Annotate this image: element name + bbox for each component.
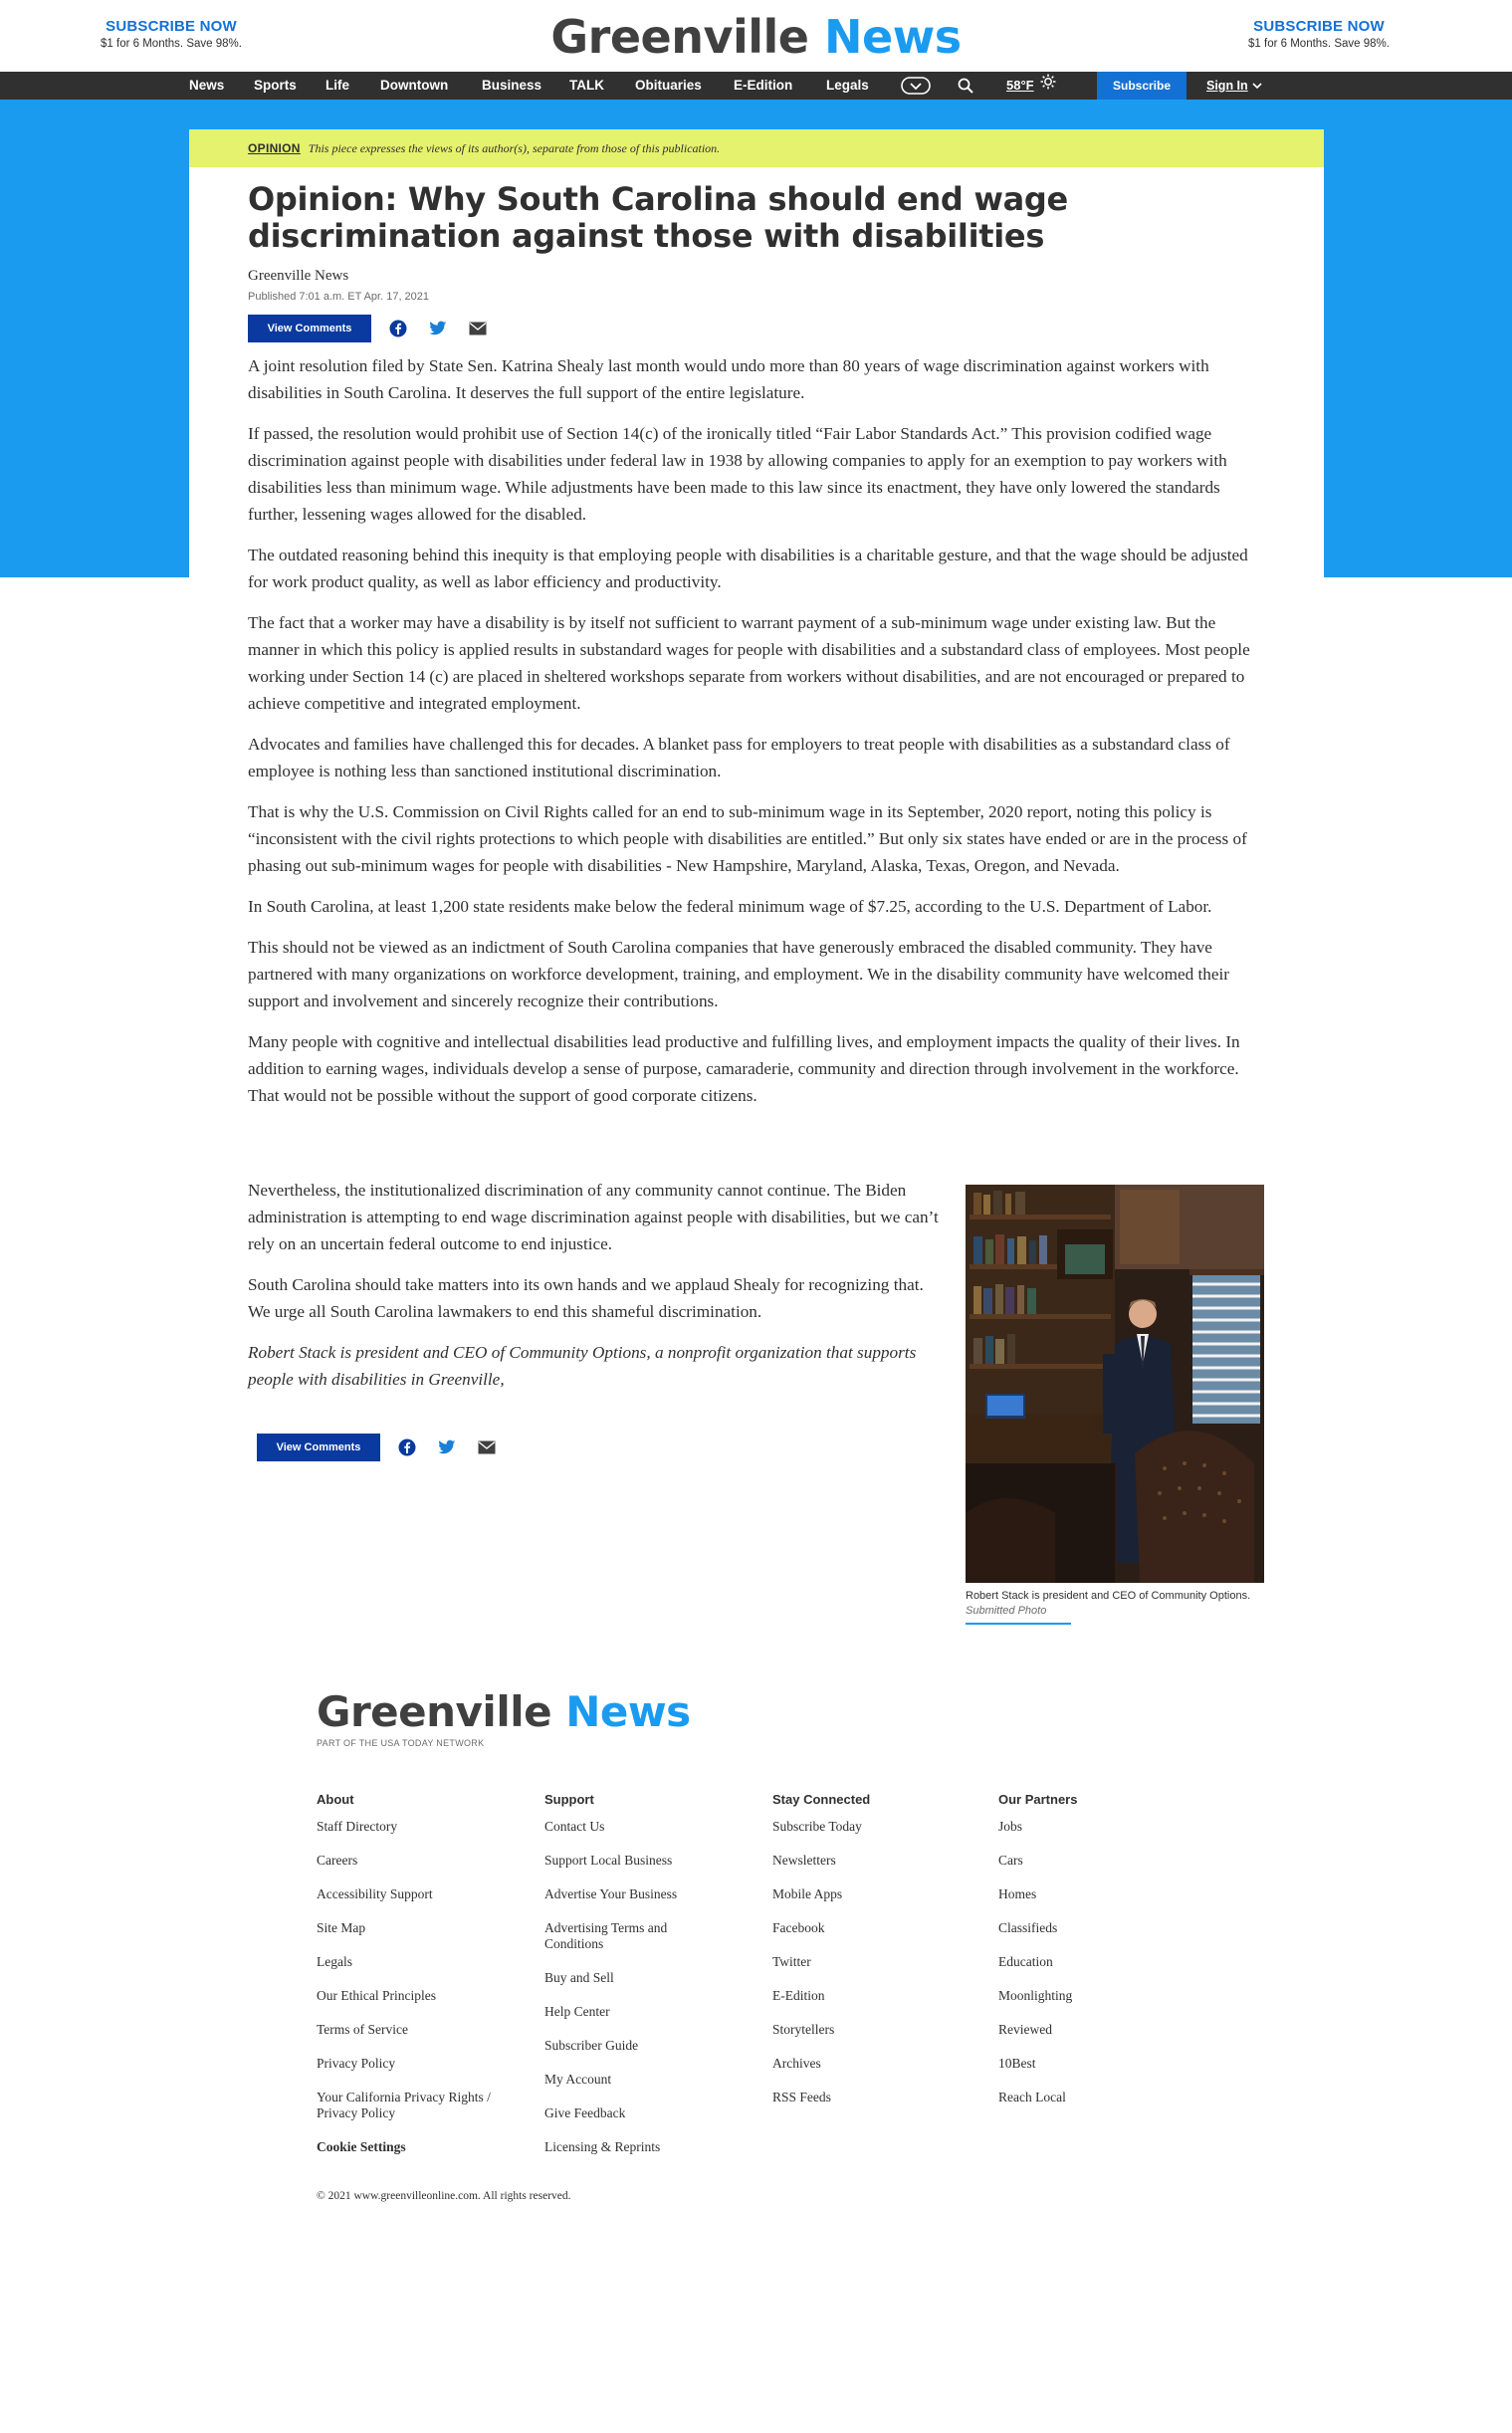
footer-column-partners bbox=[998, 1792, 1207, 2123]
opinion-banner bbox=[189, 129, 1324, 167]
footer-link[interactable]: Accessibility Support bbox=[317, 1886, 433, 1901]
cookie-settings-link[interactable]: Cookie Settings bbox=[317, 2139, 406, 2154]
search-icon[interactable] bbox=[956, 76, 975, 96]
footer-link[interactable]: RSS Feeds bbox=[772, 2090, 831, 2104]
article-paragraph: The fact that a worker may have a disability is by itself not sufficient to warrant payment of a sub-minimum wage under existing law. But the manner in which this policy is applied results in substandard wages for people with disabilities and a substandard class of employees. Most people working under Section 14 (c) are placed in sheltered workshops separate from workers without disabilities, and are not encouraged or prepared to achieve competitive and integrated employment. bbox=[248, 613, 1250, 713]
facebook-icon[interactable] bbox=[385, 316, 411, 341]
nav-item-legals[interactable]: Legals bbox=[826, 78, 869, 93]
sign-in-label[interactable]: Sign In bbox=[1206, 79, 1248, 93]
footer-link[interactable]: Privacy Policy bbox=[317, 2056, 396, 2071]
nav-item-business[interactable]: Business bbox=[482, 78, 542, 93]
footer-column-stay-connected bbox=[772, 1792, 981, 2123]
article-paragraph: South Carolina should take matters into its own hands and we applaud Shealy for recognizing that. We urge all South Carolina lawmakers to end this shameful discrimination. bbox=[248, 1275, 924, 1321]
footer-link[interactable]: Advertising Terms and Conditions bbox=[544, 1920, 668, 1951]
footer-link[interactable]: Storytellers bbox=[772, 2022, 835, 2037]
footer-heading: Stay Connected bbox=[772, 1792, 871, 1807]
footer-link[interactable]: My Account bbox=[544, 2072, 612, 2087]
article-paragraph: That is why the U.S. Commission on Civil Rights called for an end to sub-minimum wage in its September, 2020 report, noting this policy is “inconsistent with the civil rights protections to which people with disabilities are entitled.” But only six states have ended or are in the process of phasing out sub-minimum wages for people with disabilities - New Hampshire, Maryland, Alaska, Texas, Oregon, and Nevada. bbox=[248, 802, 1247, 875]
article-paragraph: Many people with cognitive and intellectual disabilities lead productive and fulfilling lives, and employment impacts the quality of their lives. In addition to earning wages, individuals develop a sense of purpose, camaraderie, community and direction through involvement in the workforce. That would not be possible without the support of good corporate citizens. bbox=[248, 1032, 1240, 1105]
footer-logo[interactable]: Greenville News bbox=[317, 1687, 691, 1736]
facebook-icon[interactable] bbox=[394, 1435, 420, 1460]
footer-heading: About bbox=[317, 1792, 354, 1807]
footer-link[interactable]: Archives bbox=[772, 2056, 821, 2071]
footer-link[interactable]: Terms of Service bbox=[317, 2022, 409, 2037]
article-paragraph: If passed, the resolution would prohibit use of Section 14(c) of the ironically titled “Fair Labor Standards Act.” This provision codified wage discrimination against people with disabilities under federal law in 1938 by allowing companies to apply for an exemption to pay workers with disabilities less than minimum wage. While adjustments have been made to this law since its enactment, they have only lowered the standards further, lessening wages allowed for the disabled. bbox=[248, 424, 1227, 524]
footer-link[interactable]: Classifieds bbox=[998, 1920, 1058, 1935]
footer-link[interactable]: Homes bbox=[998, 1886, 1037, 1901]
article-paragraph: Advocates and families have challenged this for decades. A blanket pass for employers to treat people with disabilities as a substandard class of employee is nothing less than sanctioned institutional discrimination. bbox=[248, 735, 1230, 780]
footer-link[interactable]: Site Map bbox=[317, 1920, 366, 1935]
photo-caption: Robert Stack is president and CEO of Community Options. bbox=[966, 1590, 1251, 1602]
footer-link[interactable]: 10Best bbox=[998, 2056, 1036, 2071]
email-icon[interactable] bbox=[474, 1435, 500, 1460]
article-photo[interactable] bbox=[966, 1185, 1264, 1625]
photo-credit: Submitted Photo bbox=[966, 1605, 1047, 1617]
footer-link[interactable]: Jobs bbox=[998, 1819, 1023, 1834]
footer-link[interactable]: Your California Privacy Rights / Privacy Policy bbox=[317, 2090, 491, 2120]
footer-link[interactable]: Support Local Business bbox=[544, 1853, 673, 1868]
footer-link[interactable]: Cars bbox=[998, 1853, 1023, 1868]
nav-item-downtown[interactable]: Downtown bbox=[380, 78, 449, 93]
footer-heading: Our Partners bbox=[998, 1792, 1078, 1807]
footer-link[interactable]: Reach Local bbox=[998, 2090, 1066, 2104]
network-tagline: PART OF THE USA TODAY NETWORK bbox=[317, 1738, 485, 1748]
subscribe-promo-title[interactable]: SUBSCRIBE NOW bbox=[1253, 18, 1385, 35]
article-paragraph: Nevertheless, the institutionalized discrimination of any community cannot continue. The Biden administration is attempting to end wage discrimination against people with disabilities, but we can’t rely on an uncertain federal outcome to end injustice. bbox=[248, 1181, 939, 1253]
article-byline: Greenville News bbox=[248, 268, 349, 284]
sun-icon bbox=[1040, 72, 1056, 100]
sign-in-link[interactable] bbox=[1206, 72, 1262, 100]
footer-link[interactable]: Newsletters bbox=[772, 1853, 836, 1868]
subscribe-button[interactable]: Subscribe bbox=[1097, 72, 1187, 100]
author-photo[interactable] bbox=[966, 1185, 1264, 1583]
main-navigation bbox=[0, 72, 1512, 100]
article-body bbox=[248, 352, 1265, 1123]
site-footer bbox=[317, 1687, 1212, 2202]
subscribe-promo-offer[interactable]: $1 for 6 Months. Save 98%. bbox=[101, 38, 242, 50]
footer-link[interactable]: Contact Us bbox=[544, 1819, 605, 1834]
footer-link[interactable]: Legals bbox=[317, 1954, 352, 1969]
nav-item-talk[interactable]: TALK bbox=[569, 78, 604, 93]
footer-link[interactable]: Education bbox=[998, 1954, 1053, 1969]
subscribe-promo-offer[interactable]: $1 for 6 Months. Save 98%. bbox=[1248, 38, 1390, 50]
footer-link[interactable]: Licensing & Reprints bbox=[544, 2139, 661, 2154]
footer-link[interactable]: Staff Directory bbox=[317, 1819, 398, 1834]
more-menu-icon[interactable] bbox=[900, 76, 932, 96]
opinion-label[interactable]: OPINION bbox=[248, 141, 301, 155]
footer-link[interactable]: Our Ethical Principles bbox=[317, 1988, 436, 2003]
footer-link[interactable]: Buy and Sell bbox=[544, 1970, 614, 1985]
footer-heading: Support bbox=[544, 1792, 594, 1807]
footer-column-about bbox=[317, 1792, 526, 2173]
email-icon[interactable] bbox=[465, 316, 491, 341]
nav-item-news[interactable]: News bbox=[189, 78, 225, 93]
chevron-down-icon bbox=[1252, 72, 1262, 100]
twitter-icon[interactable] bbox=[425, 316, 451, 341]
footer-link[interactable]: Subscriber Guide bbox=[544, 2038, 639, 2053]
copyright-notice: © 2021 www.greenvilleonline.com. All rights reserved. bbox=[317, 2190, 571, 2202]
publish-date: Published 7:01 a.m. ET Apr. 17, 2021 bbox=[248, 291, 430, 303]
article-paragraph: In South Carolina, at least 1,200 state residents make below the federal minimum wage of $7.25, according to the U.S. Department of Labor. bbox=[248, 897, 1212, 916]
article-paragraph: This should not be viewed as an indictment of South Carolina companies that have generously embraced the disabled community. They have partnered with many organizations on workforce development, training, and employment. We in the disability community have welcomed their support and involvement and sincerely recognize their contributions. bbox=[248, 938, 1229, 1010]
share-bar-top bbox=[248, 315, 491, 342]
article-container bbox=[189, 129, 1324, 1633]
subscribe-promo-right[interactable] bbox=[1199, 18, 1438, 50]
footer-link[interactable]: Advertise Your Business bbox=[544, 1886, 678, 1901]
footer-link[interactable]: Careers bbox=[317, 1853, 358, 1868]
nav-item-life[interactable]: Life bbox=[325, 78, 350, 93]
footer-link[interactable]: Help Center bbox=[544, 2004, 610, 2019]
site-logo[interactable]: Greenville News bbox=[550, 10, 962, 64]
article-body-continued bbox=[248, 1177, 939, 1407]
subscribe-promo-title[interactable]: SUBSCRIBE NOW bbox=[106, 18, 237, 35]
view-comments-button[interactable]: View Comments bbox=[257, 1434, 380, 1461]
nav-item-sports[interactable]: Sports bbox=[254, 78, 297, 93]
share-bar-bottom bbox=[257, 1434, 500, 1461]
weather-temperature[interactable]: 58°F bbox=[1006, 78, 1034, 93]
footer-link[interactable]: E-Edition bbox=[772, 1988, 825, 2003]
nav-item-obituaries[interactable]: Obituaries bbox=[635, 78, 702, 93]
nav-item-e-edition[interactable]: E-Edition bbox=[734, 78, 793, 93]
footer-link[interactable]: Subscribe Today bbox=[772, 1819, 862, 1834]
article-paragraph: The outdated reasoning behind this inequity is that employing people with disabilities is a charitable gesture, and that the wage should be adjusted for work product quality, as well as labor efficiency and productivity. bbox=[248, 546, 1248, 591]
caption-divider bbox=[966, 1623, 1071, 1625]
footer-link[interactable]: Twitter bbox=[772, 1954, 811, 1969]
view-comments-button[interactable]: View Comments bbox=[248, 315, 371, 342]
article-headline: Opinion: Why South Carolina should end wage discrimination against those with disabilities bbox=[248, 180, 1068, 255]
footer-link[interactable]: Facebook bbox=[772, 1920, 825, 1935]
opinion-disclaimer: This piece expresses the views of its author(s), separate from those of this publication. bbox=[308, 140, 721, 155]
article-paragraph: A joint resolution filed by State Sen. Katrina Shealy last month would undo more than 80 years of wage discrimination against workers with disabilities in South Carolina. It deserves the full support of the entire legislature. bbox=[248, 356, 1209, 402]
footer-link[interactable]: Moonlighting bbox=[998, 1988, 1073, 2003]
footer-column-support bbox=[544, 1792, 754, 2173]
footer-link[interactable]: Mobile Apps bbox=[772, 1886, 843, 1901]
masthead bbox=[0, 0, 1512, 72]
author-note: Robert Stack is president and CEO of Community Options, a nonprofit organization that supports people with disabilities in Greenville, bbox=[248, 1343, 917, 1389]
footer-link[interactable]: Give Feedback bbox=[544, 2105, 626, 2120]
weather-widget[interactable] bbox=[1006, 72, 1056, 100]
footer-link[interactable]: Reviewed bbox=[998, 2022, 1052, 2037]
twitter-icon[interactable] bbox=[434, 1435, 460, 1460]
